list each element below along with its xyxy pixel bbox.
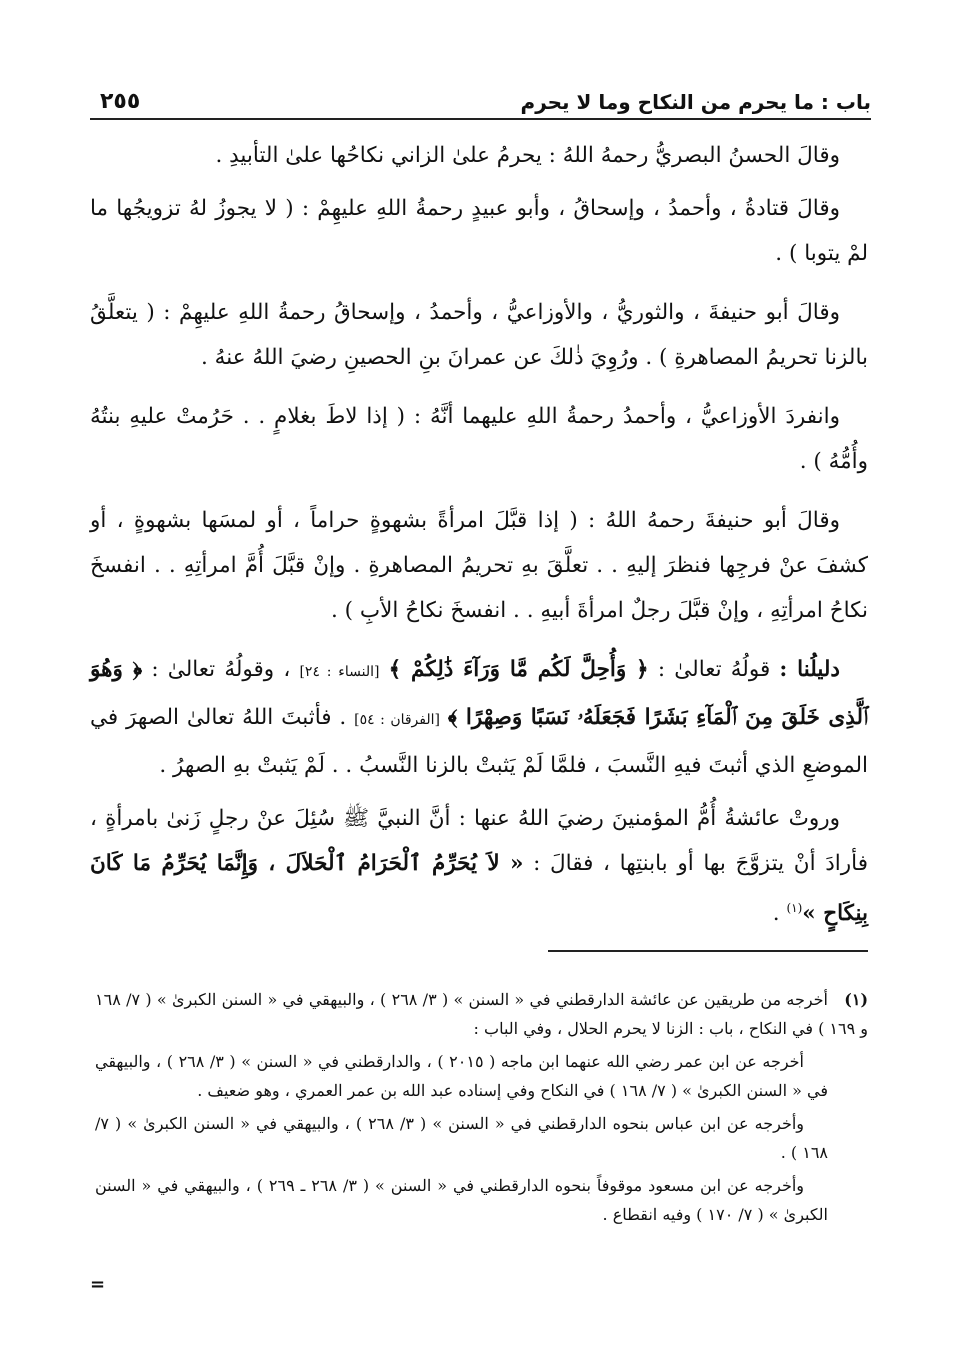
footnote-text-4: وأخرجه عن ابن مسعود موقوفاً بنحوه الدارقطني في « السنن » ( ٣/ ٢٦٨ ـ ٢٦٩ ) ، والبيهقي في « السنن الكبرىٰ » ( ٧/ ١٧٠ ) وفيه انقطاع . [95,1176,828,1224]
evidence-text-3: . فأثبتَ اللهُ تعالىٰ الصهرَ في الموضعِ الذي أثبتَ فيهِ النَّسبَ ، فلمَّا لَمْ يَثبتْ بالزنا النَّسبُ . . لَمْ يَثبتْ بهِ الصهرُ . [90,705,868,778]
continuation-mark: = [90,1274,106,1295]
evidence-lead: دليلُنا : [779,657,840,682]
hadith-end: . [772,901,780,927]
hadith-text: وروتْ عائشةُ أُمُّ المؤمنينَ رضيَ اللهُ عنها : أنَّ النبيَّ ﷺ سُئِلَ عنْ رجلٍ زَنىٰ بامرأةٍ ، فأرادَ أنْ يتزوَّجَ بها أو بابنتِها ، فقالَ : [90,806,868,876]
page-number: ٢٥٥ [100,89,141,114]
footnote-text-2: أخرجه عن ابن عمر رضي الله عنهما ابن ماجه ( ٢٠١٥ ) ، والدارقطني في « السنن » ( ٣/ ٢٦٨ ) ، والبيهقي في « السنن الكبرىٰ » ( ٧/ ١٦٨ ) في النكاح وفي إسناده عبد الله بن عمر العمري ، وهو ضعيف . [95,1052,828,1100]
paragraph-abu-hanifa-1: وقالَ أبو حنيفةَ ، والثوريُّ ، والأوزاعيُّ ، وأحمدُ ، وإسحاقُ رحمةُ اللهِ عليهِمْ : ( يتعلَّقُ بالزنا تحريمُ المصاهرةِ ) . ورُوِيَ ذٰلكَ عن عمرانَ بنِ الحصينِ رضيَ اللهُ عنهُ . [90,300,868,370]
paragraph-evidence [90,647,868,788]
quran-verse-1: ﴿ وَأُحِلَّ لَكُم مَّا وَرَآءَ ذَٰلِكُمْ ﴾ [388,657,649,682]
footnote-text-3: وأخرجه عن ابن عباس بنحوه الدارقطني في « السنن » ( ٣/ ٢٦٨ ) ، والبيهقي في « السنن الكبرىٰ » ( ٧/ ١٦٨ ) . [95,1114,828,1162]
footnotes [95,985,868,1233]
paragraph-qatada: وقالَ قتادةُ ، وأحمدُ ، وإسحاقُ ، وأبو عبيدٍ رحمةُ اللهِ عليهِمْ : ( لا يجوزُ لهُ تزويجُها ما لمْ يتوبا ) . [90,196,868,266]
paragraph-hasan: وقالَ الحسنُ البصريُّ رحمهُ اللهُ : يحرمُ علىٰ الزاني نكاحُها علىٰ التأبيدِ . [215,143,840,168]
footnote-marker[interactable]: (١) [786,901,803,915]
verse-reference-1: [النساء : ٢٤] [299,664,380,680]
main-text [90,133,868,944]
chapter-title: باب : ما يحرم من النكاح وما لا يحرم [520,90,871,114]
evidence-text-1: قولُهُ تعالىٰ : [657,657,771,682]
footnote-item [95,985,868,1043]
hadith-quote: « لاَ يُحَرِّمُ ٱلْحَرَامُ ٱلْحَلاَلَ ، وَإِنَّمَا يُحَرِّمُ مَا كَانَ بِنِكَاحٍ » [90,851,868,927]
footnote-text-1: أخرجه من طريقين عن عائشة الدارقطني في « السنن » ( ٣/ ٢٦٨ ) ، والبيهقي في « السنن الكبرىٰ » ( ٧/ ١٦٨ و ١٦٩ ) في النكاح ، باب : الزنا لا يحرم الحلال ، وفي الباب : [95,990,868,1038]
evidence-text-2: ، وقولُهُ تعالىٰ : [151,657,291,682]
page-header [90,78,871,120]
paragraph-awzai: وانفردَ الأوزاعيُّ ، وأحمدُ رحمةُ اللهِ عليهما أنَّهُ : ( إذا لاطَ بغلامٍ . . حَرُمتْ عليهِ بنتُهُ وأُمُّهُ ) . [90,404,868,474]
paragraph-abu-hanifa-2: وقالَ أبو حنيفةَ رحمهُ اللهُ : ( إذا قبَّلَ امرأةً بشهوةٍ حراماً ، أو لمسَها بشهوةٍ ، أو كشفَ عنْ فرجِها فنظرَ إليهِ . . تعلَّقَ بهِ تحريمُ المصاهرةِ . وإنْ قبَّلَ أُمَّ امرأتِهِ . . انفسخَ نكاحُ امرأتِهِ ، وإنْ قبَّلَ رجلٌ امرأةَ أبيهِ . . انفسخَ نكاحُ الأبِ ) . [90,508,868,623]
verse-reference-2: [الفرقان : ٥٤] [354,712,440,728]
quran-verse-2: ﴿ وَهُوَ ٱلَّذِى خَلَقَ مِنَ ٱلْمَآءِ بَشَرًا فَجَعَلَهُۥ نَسَبًا وَصِهْرًا ﴾ [90,657,869,730]
footnote-number: (١) [844,990,869,1009]
footnote-divider [548,950,868,952]
paragraph-hadith [90,796,868,936]
